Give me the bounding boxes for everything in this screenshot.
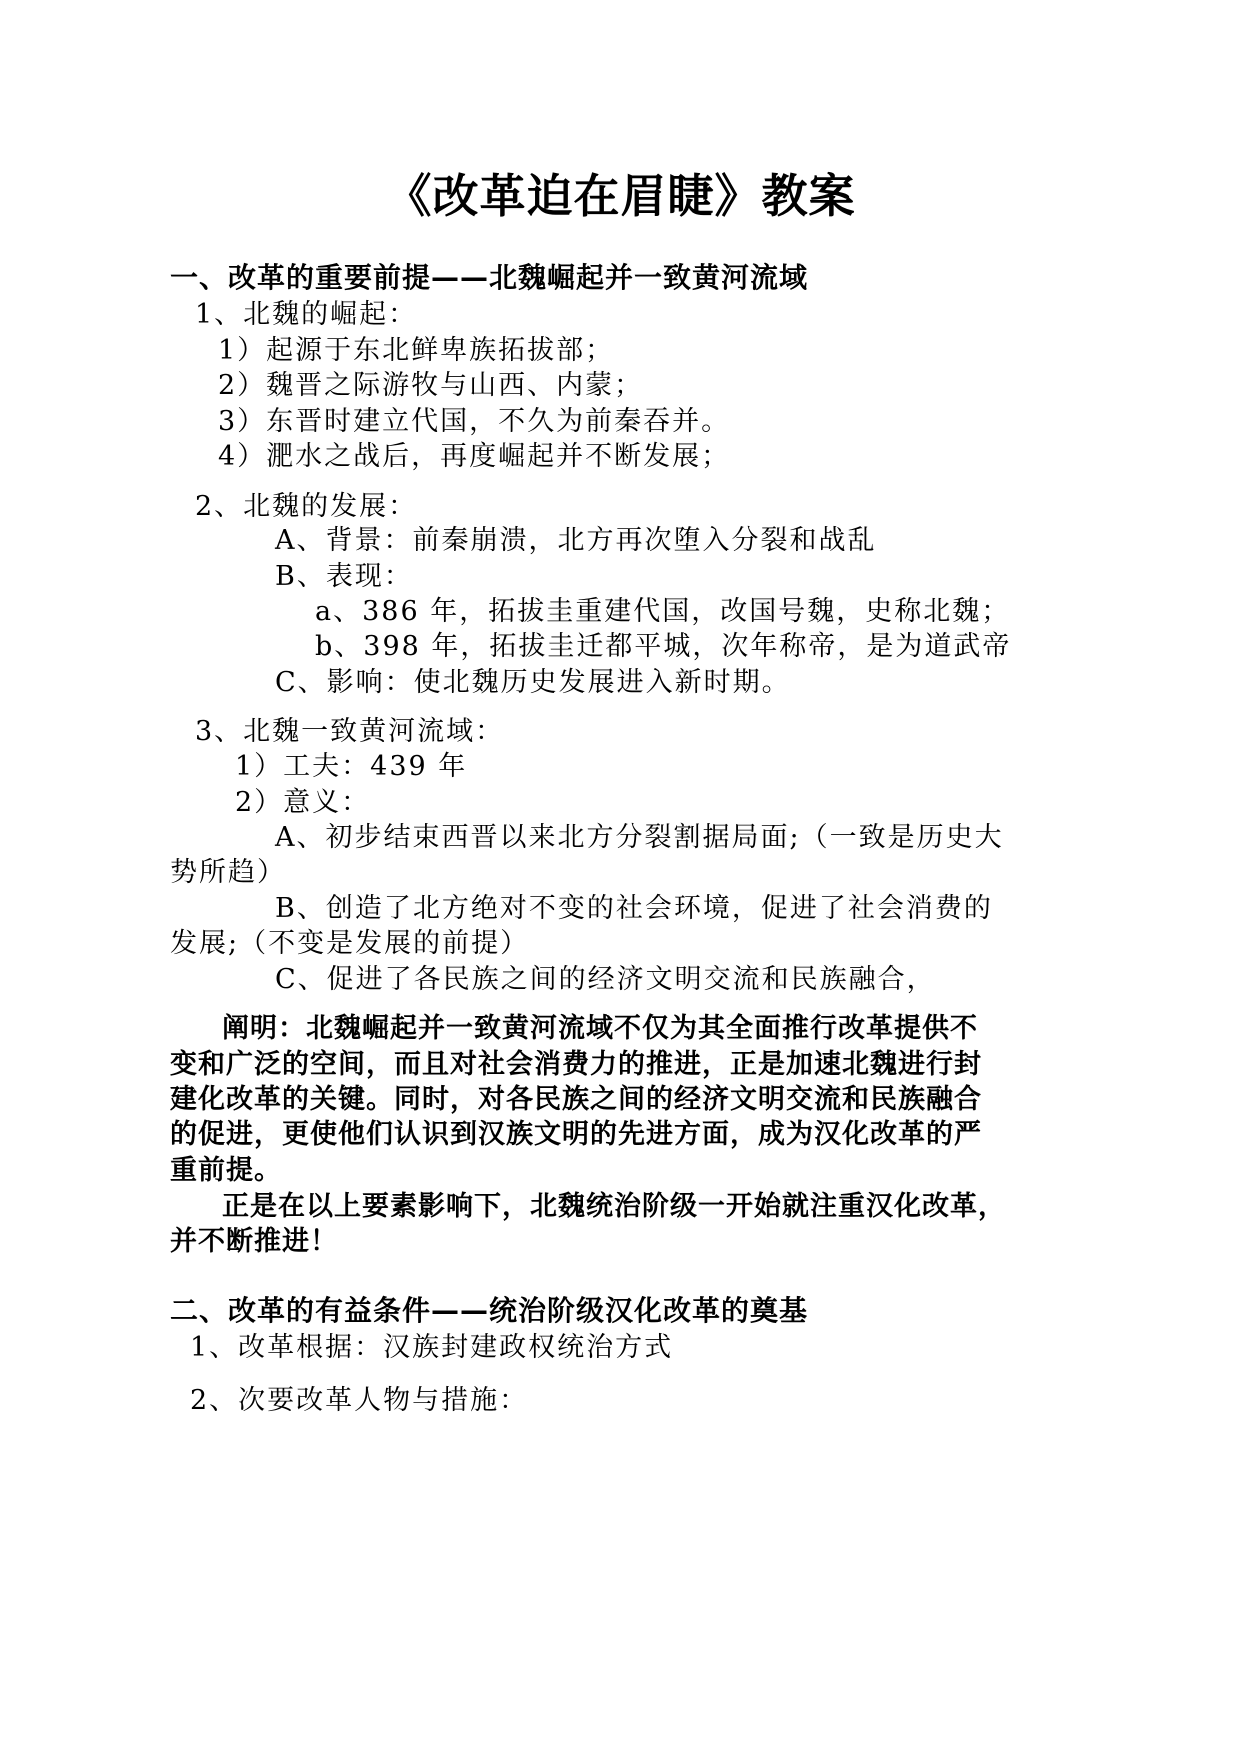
explain-line-3: 建化改革的关键。同时，对各民族之间的经济文明交流和民族融合 (170, 1084, 982, 1115)
section1-p2-b1: a、386 年，拓拔圭重建代国，改国号魏，史称北魏； (315, 596, 1011, 627)
section1-p3-c-line: C、促进了各民族之间的经济文明交流和民族融合， (275, 964, 936, 995)
section2-p1: 1、改革根据：汉族封建政权统治方式 (190, 1332, 674, 1363)
section1-p3-label: 3、北魏一致黄河流域： (195, 716, 505, 747)
section1-p3-a-line2: 势所趋） (170, 857, 286, 888)
document-title: 《改革迫在眉睫》教案 (385, 169, 856, 223)
section1-heading: 一、改革的重要前提——北魏崛起并一致黄河流域 (170, 261, 809, 294)
section2-p2: 2、次要改革人物与措施： (190, 1385, 529, 1416)
section1-p3-b-line2: 发展;（不变是发展的前提） (170, 928, 530, 959)
section1-p1-item-1: 1）起源于东北鲜卑族拓拔部； (218, 335, 615, 366)
section1-p3-a-line1: A、初步结束西晋以来北方分裂割据局面;（一致是历史大 (275, 822, 1004, 853)
section1-p2-b: B、表现： (275, 561, 413, 592)
section1-p2-c: C、影响：使北魏历史发展进入新时期。 (275, 667, 791, 698)
explain-line-1: 阐明：北魏崛起并一致黄河流域不仅为其全面推行改革提供不 (222, 1013, 978, 1044)
section1-p2-label: 2、北魏的发展： (195, 491, 418, 522)
conclusion-line-1: 正是在以上要素影响下，北魏统治阶级一开始就注重汉化改革， (222, 1191, 1006, 1222)
section1-p3-b-line1: B、创造了北方绝对不变的社会环境，促进了社会消费的 (275, 893, 993, 924)
explain-line-4: 的促进，更使他们认识到汉族文明的先进方面，成为汉化改革的严 (170, 1119, 982, 1150)
conclusion-line-2: 并不断推进！ (170, 1226, 338, 1257)
explain-line-2: 变和广泛的空间，而且对社会消费力的推进，正是加速北魏进行封 (170, 1049, 982, 1080)
section1-p2-a: A、背景：前秦崩溃，北方再次堕入分裂和战乱 (275, 525, 877, 556)
section2-heading: 二、改革的有益条件——统治阶级汉化改革的奠基 (170, 1294, 809, 1327)
section1-p1-item-3: 3）东晋时建立代国，不久为前秦吞并。 (218, 406, 731, 437)
section1-p3-item-1: 1）工夫：439 年 (235, 751, 468, 782)
section1-p2-b2: b、398 年，拓拔圭迁都平城，次年称帝，是为道武帝 (315, 631, 1012, 662)
section1-p3-item-2: 2）意义： (235, 787, 371, 818)
section1-p1-label: 1、北魏的崛起： (195, 299, 418, 330)
section1-p1-item-4: 4）淝水之战后，再度崛起并不断发展； (218, 441, 731, 472)
explain-line-5: 重前提。 (170, 1155, 282, 1186)
section1-p1-item-2: 2）魏晋之际游牧与山西、内蒙； (218, 370, 644, 401)
